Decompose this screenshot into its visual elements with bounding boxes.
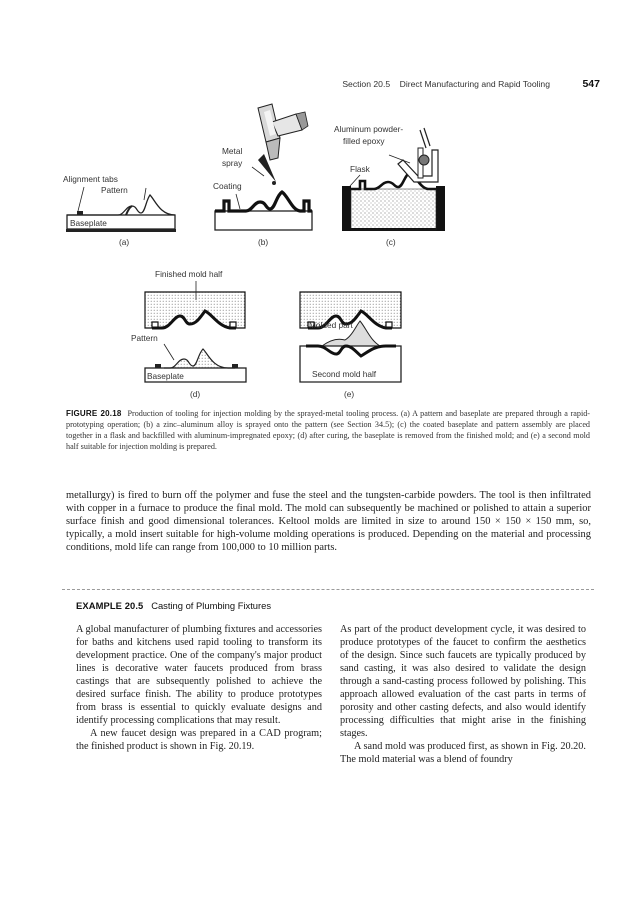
example-right-column	[340, 624, 586, 766]
label-epoxy-1: Aluminum powder-	[334, 124, 404, 134]
spray-point	[272, 181, 276, 185]
flask-wall-right	[436, 186, 445, 230]
label-finished-mold-half: Finished mold half	[155, 269, 223, 279]
alignment-tab-a	[126, 206, 132, 215]
flask-bottom	[342, 228, 445, 231]
panel-label-c: (c)	[386, 237, 396, 247]
label-metal-spray-2: spray	[222, 158, 243, 168]
label-baseplate-a: Baseplate	[70, 218, 107, 228]
label-alignment-tabs: Alignment tabs	[63, 174, 118, 184]
header-section-title: Section 20.5 Direct Manufacturing and Rapid Tooling	[342, 79, 550, 89]
section-divider	[62, 589, 594, 590]
panel-e	[300, 292, 401, 399]
example-heading: Casting of Plumbing Fixtures	[151, 600, 272, 611]
leader-metal-spray	[252, 167, 264, 176]
label-flask: Flask	[350, 164, 370, 174]
label-metal-spray-1: Metal	[222, 146, 243, 156]
right-paragraph-2: A sand mold was produced first, as shown in Fig. 20.20. The mold material was a blend of foundry	[340, 740, 586, 765]
panel-d	[131, 269, 246, 399]
right-paragraph-1: As part of the product development cycle, it was desired to produce prototypes of the faucet to confirm the aesthetics of the design. Since such faucets are typically produced by sand casting, it was also desired to validate the design through a sand-casting process followed by polishing. This approach allowed evaluation of the cast parts in terms of porosity and other casting defects, and also would identify processing difficulties that might arise in the finishing stages.	[340, 624, 586, 739]
panel-label-d: (d)	[190, 389, 201, 399]
leader-flask	[350, 175, 360, 186]
baseplate-b	[215, 211, 312, 230]
leader-epoxy	[389, 155, 410, 163]
panel-c	[334, 124, 445, 247]
leader-coating	[236, 194, 240, 209]
baseplate-a-edge	[66, 229, 176, 232]
leader-pattern-a	[144, 188, 146, 200]
tab-d-left	[155, 364, 161, 368]
example-label: EXAMPLE 20.5	[76, 600, 144, 611]
pattern-a	[67, 195, 175, 215]
figure-caption	[66, 408, 590, 452]
pattern-d	[164, 349, 235, 368]
alignment-tab-left	[77, 211, 83, 215]
figure-caption-text: Production of tooling for injection molding by the sprayed-metal tooling process. (a) A pattern and baseplate are prepared through a rapid-prototyping operation; (b) a zinc–aluminum alloy is sprayed onto the pattern (see Section 34.5); (c) the coated baseplate and pattern assembly are placed together in a flask and backfilled with aluminum-impregnated epoxy; (d) after curing, the baseplate is removed from the finished mold; and (e) a second mold half suitable for injection molding is prepared.	[66, 409, 590, 451]
panel-b	[213, 104, 312, 247]
label-pattern-a: Pattern	[101, 185, 128, 195]
left-paragraph-1: A global manufacturer of plumbing fixtures and accessories for baths and kitchens used rapid tooling to transform its development practice. One of the company's major product lines is decorative water faucets produced from brass castings that are subsequently polished to achieve the desired surface finish. The ability to produce prototypes from brass is essential to quickly evaluate designs and identify processing complications that may result.	[76, 624, 322, 726]
leader-alignment-tabs	[78, 187, 84, 211]
leader-pattern-d	[164, 344, 174, 360]
panel-a	[63, 174, 176, 247]
example-title	[76, 600, 271, 611]
label-molded-part: Molded part	[309, 320, 353, 330]
figure-caption-label: FIGURE 20.18	[66, 409, 122, 418]
panel-label-b: (b)	[258, 237, 269, 247]
label-baseplate-d: Baseplate	[147, 371, 184, 381]
epoxy-funnel-icon	[398, 128, 438, 182]
spray-gun-icon	[258, 104, 308, 160]
label-epoxy-2: filled epoxy	[343, 136, 385, 146]
epoxy-fill	[351, 189, 436, 230]
tab-d-right	[232, 364, 238, 368]
flask-wall-left	[342, 186, 351, 230]
label-pattern-d: Pattern	[131, 333, 158, 343]
body-paragraph: metallurgy) is fired to burn off the polymer and fuse the steel and the tungsten-carbide powders. The tool is then infiltrated with copper in a furnace to produce the final mold. The mold can subsequently be machined or polished to attain a superior surface finish and good dimensional tolerances. Keltool molds are limited in size to around 150 × 150 × 150 mm, so, typically, a mold insert suitable for high-volume molding operations is produced. Depending on the material and processing conditions, mold life can range from 100,000 to 10 million parts.	[66, 490, 591, 553]
label-coating: Coating	[213, 181, 242, 191]
panel-label-e: (e)	[344, 389, 355, 399]
page-number: 547	[582, 78, 600, 90]
label-second-mold-half: Second mold half	[312, 369, 377, 379]
left-paragraph-2: A new faucet design was prepared in a CAD program; the finished product is shown in Fig. 20.19.	[76, 727, 322, 752]
coating-b	[215, 192, 312, 211]
figure-20-18	[0, 0, 636, 405]
example-left-column	[76, 624, 322, 754]
panel-label-a: (a)	[119, 237, 130, 247]
